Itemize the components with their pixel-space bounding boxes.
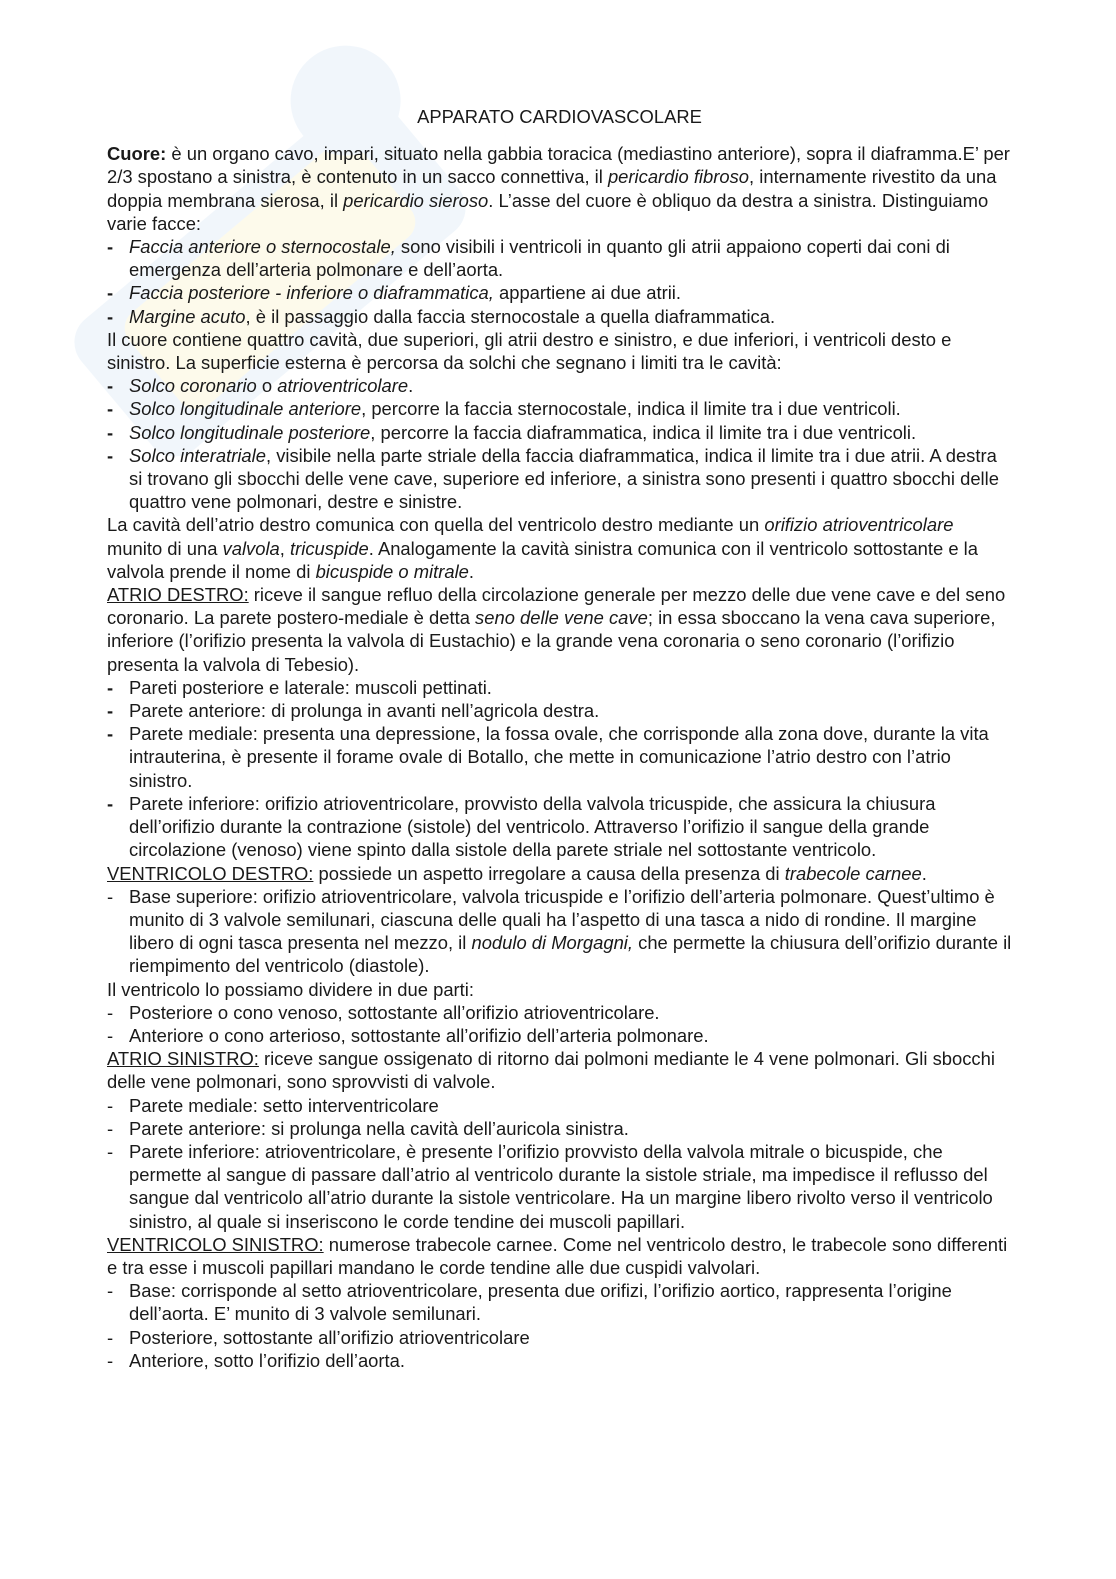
atrio-destro-paragraph: ATRIO DESTRO: riceve il sangue refluo della circolazione generale per mezzo delle due vene cave e del seno coronario. La parete postero-mediale è detta seno delle vene cave; in essa sboccano la vena cava superiore, inferiore (l’orifizio presenta la valvola di Eustachio) e la grande vena coronaria o seno coronario (l’orifizio presenta la valvola di Tebesio). — [107, 584, 1006, 675]
list-item: - Parete anteriore: si prolunga nella cavità dell’auricola sinistra. — [107, 1117, 1012, 1140]
list-item: - Faccia anteriore o sternocostale, sono visibili i ventricoli in quanto gli atrii appaiono coperti dai coni di emergenza dell’arteria polmonare e dell’aorta. — [107, 235, 1012, 281]
list-item: - Parete mediale: setto interventricolare — [107, 1094, 1012, 1117]
list-item: - Base: corrisponde al setto atrioventricolare, presenta due orifizi, l’orifizio aortico, rappresenta l’origine dell’aorta. E’ munito di 3 valvole semilunari. — [107, 1279, 1012, 1325]
list-item: - Pareti posteriore e laterale: muscoli pettinati. — [107, 676, 1012, 699]
list-item: - Posteriore, sottostante all’orifizio atrioventricolare — [107, 1326, 1012, 1349]
list-item: - Parete inferiore: orifizio atrioventricolare, provvisto della valvola tricuspide, che assicura la chiusura dell’orifizio durante la contrazione (sistole) del ventricolo. Attraverso l’orifizio il sangue della grande circolazione (venoso) viene spinto dalla sistole della parete striale nel sottostante ventricolo. — [107, 792, 1012, 862]
orifizi-paragraph: La cavità dell’atrio destro comunica con quella del ventricolo destro mediante un orifizio atrioventricolare munito di una valvola, tricuspide. Analogamente la cavità sinistra comunica con il ventricolo sottostante e la valvola prende il nome di bicuspide o mitrale. — [107, 514, 978, 582]
page-title: APPARATO CARDIOVASCOLARE — [417, 106, 702, 127]
list-item: - Base superiore: orifizio atrioventricolare, valvola tricuspide e l’orifizio dell’arteria polmonare. Quest’ultimo è munito di 3 valvole semilunari, ciascuna delle quali ha l’aspetto di una tasca a nido di rondine. Il margine libero di ogni tasca presenta nel mezzo, il nodulo di Morgagni, che permette la chiusura dell’orifizio durante il riempimento del ventricolo (diastole). — [107, 885, 1012, 978]
ventricolo-parti-list — [107, 1001, 1012, 1047]
cavita-paragraph: Il cuore contiene quattro cavità, due superiori, gli atrii destro e sinistro, e due inferiori, i ventricoli desto e sinistro. La superficie esterna è percorsa da solchi che segnano i limiti tra le cavità: — [107, 328, 952, 374]
ventricolo-parti-intro: Il ventricolo lo possiamo dividere in due parti: — [107, 978, 474, 1000]
ventricolo-sinistro-heading: VENTRICOLO SINISTRO: — [107, 1233, 324, 1255]
ventricolo-destro-heading: VENTRICOLO DESTRO: — [107, 862, 314, 884]
list-item: - Solco longitudinale anteriore, percorre la faccia sternocostale, indica il limite tra i due ventricoli. — [107, 397, 1012, 420]
atrio-destro-heading: ATRIO DESTRO: — [107, 584, 249, 606]
cuore-label: Cuore: — [107, 143, 167, 165]
ventricolo-sinistro-paragraph: VENTRICOLO SINISTRO: numerose trabecole carnee. Come nel ventricolo destro, le trabecole sono differenti e tra esse i muscoli papillari mandano le corde tendine alle due cuspidi valvolari. — [107, 1233, 1008, 1278]
atrio-sinistro-list — [107, 1094, 1012, 1233]
cuore-paragraph: Cuore: è un organo cavo, impari, situato nella gabbia toracica (mediastino anteriore), sopra il diaframma.E’ per 2/3 spostano a sinistra, è contenuto in un sacco connettiva, il pericardio fibroso, internamente rivestito da una doppia membrana sierosa, il pericardio sieroso. L’asse del cuore è obliquo da destra a sinistra. Distinguiamo varie facce: — [107, 143, 1010, 234]
ventricolo-destro-paragraph: VENTRICOLO DESTRO: possiede un aspetto irregolare a causa della presenza di trabecole carnee. — [107, 862, 927, 884]
document-body — [107, 105, 1012, 1372]
list-item: - Solco interatriale, visibile nella parte striale della faccia diaframmatica, indica il limite tra i due atrii. A destra si trovano gli sbocchi delle vene cave, superiore ed inferiore, a sinistra sono presenti i quattro sbocchi delle quattro vene polmonari, destre e sinistre. — [107, 444, 1012, 514]
list-item: - Margine acuto, è il passaggio dalla faccia sternocostale a quella diaframmatica. — [107, 305, 1012, 328]
list-item: - Anteriore o cono arterioso, sottostante all’orifizio dell’arteria polmonare. — [107, 1024, 1012, 1047]
solchi-list — [107, 374, 1012, 513]
list-item: - Solco coronario o atrioventricolare. — [107, 374, 1012, 397]
ventricolo-destro-list — [107, 885, 1012, 978]
ventricolo-sinistro-list — [107, 1279, 1012, 1372]
list-item: - Parete mediale: presenta una depressione, la fossa ovale, che corrisponde alla zona dove, durante la vita intrauterina, è presente il forame ovale di Botallo, che mette in comunicazione l’atrio destro con l’atrio sinistro. — [107, 722, 1012, 792]
list-item: - Faccia posteriore - inferiore o diaframmatica, appartiene ai due atrii. — [107, 281, 1012, 304]
list-item: - Parete inferiore: atrioventricolare, è presente l’orifizio provvisto della valvola mitrale o bicuspide, che permette al sangue di passare dall’atrio al ventricolo durante la sistole striale, ma impedisce il reflusso del sangue dal ventricolo all’atrio durante la sistole ventricolare. Ha un margine libero rivolto verso il ventricolo sinistro, al quale si inseriscono le corde tendine dei muscoli papillari. — [107, 1140, 1012, 1233]
atrio-sinistro-heading: ATRIO SINISTRO: — [107, 1048, 259, 1070]
list-item: - Parete anteriore: di prolunga in avanti nell’agricola destra. — [107, 699, 1012, 722]
list-item: - Posteriore o cono venoso, sottostante all’orifizio atrioventricolare. — [107, 1001, 1012, 1024]
facce-list — [107, 235, 1012, 328]
list-item: - Anteriore, sotto l’orifizio dell’aorta. — [107, 1349, 1012, 1372]
atrio-sinistro-paragraph: ATRIO SINISTRO: riceve sangue ossigenato di ritorno dai polmoni mediante le 4 vene polmonari. Gli sbocchi delle vene polmonari, sono sprovvisti di valvole. — [107, 1048, 995, 1093]
atrio-destro-list — [107, 676, 1012, 862]
list-item: - Solco longitudinale posteriore, percorre la faccia diaframmatica, indica il limite tra i due ventricoli. — [107, 421, 1012, 444]
